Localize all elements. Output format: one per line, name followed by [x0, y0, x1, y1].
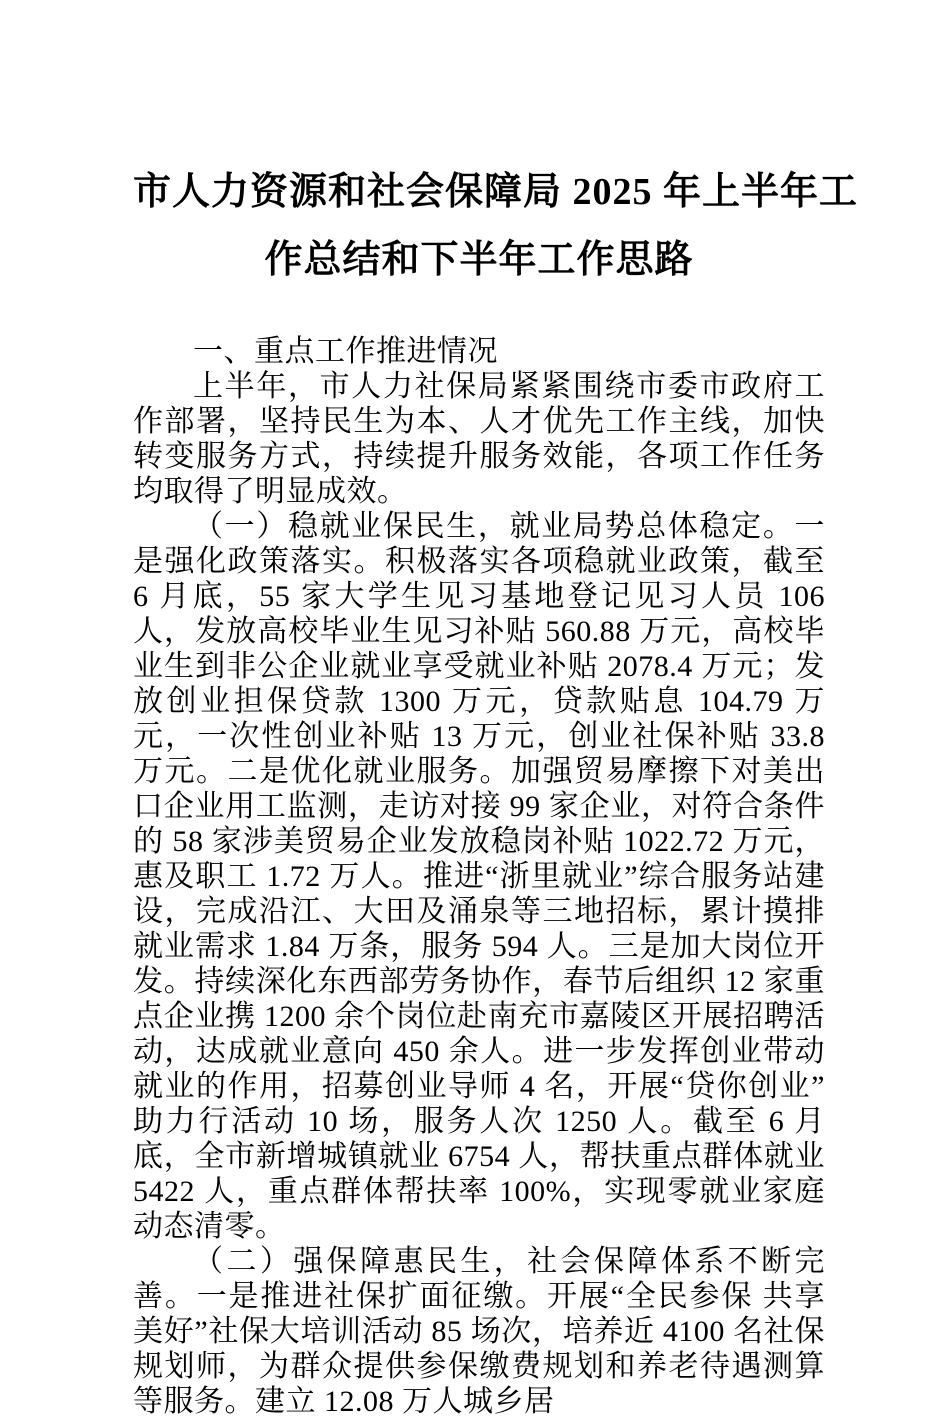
document-title-line-2: 作总结和下半年工作思路 [264, 239, 694, 281]
section-heading: 一、重点工作推进情况 [193, 335, 498, 368]
paragraph-employment: （一）稳就业保民生，就业局势总体稳定。一是强化政策落实。积极落实各项稳就业政策，截至 6 月底，55 家大学生见习基地登记见习人员 106 人，发放高校毕业生见习补贴 560.88 万元，高校毕业生到非公企业就业享受就业补贴 2078.4 万元；发放创业担保贷款 1300 万元，贷款贴息 104.79 万元，一次性创业补贴 13 万元，创业社保补贴 33.8 万元。二是优化就业服务。加强贸易摩擦下对美出口企业用工监测，走访对接 99 家企业，对符合条件的 58 家涉美贸易企业发放稳岗补贴 1022.72 万元，惠及职工 1.72 万人。推进“浙里就业”综合服务站建设，完成沿江、大田及涌泉等三地招标，累计摸排就业需求 1.84 万条，服务 594 人。三是加大岗位开发。持续深化东西部劳务协作，春节后组织 12 家重点企业携 1200 余个岗位赴南充市嘉陵区开展招聘活动，达成就业意向 450 余人。进一步发挥创业带动就业的作用，招募创业导师 4 名，开展“贷你创业”助力行活动 10 场，服务人次 1250 人。截至 6 月底，全市新增城镇就业 6754 人，帮扶重点群体就业 5422 人，重点群体帮扶率 100%，实现零就业家庭动态清零。 [133, 510, 825, 1243]
document-title-line-1: 市人力资源和社会保障局 2025 年上半年工 [133, 171, 859, 213]
paragraph-intro: 上半年，市人力社保局紧紧围绕市委市政府工作部署，坚持民生为本、人才优先工作主线，加快转变服务方式，持续提升服务效能，各项工作任务均取得了明显成效。 [133, 370, 825, 508]
document-body [133, 334, 825, 1419]
document-title [133, 158, 859, 294]
paragraph-social-security: （二）强保障惠民生，社会保障体系不断完善。一是推进社保扩面征缴。开展“全民参保 共享美好”社保大培训活动 85 场次，培养近 4100 名社保规划师，为群众提供参保缴费规划和养老待遇测算等服务。建立 12.08 万人城乡居 [133, 1245, 825, 1418]
